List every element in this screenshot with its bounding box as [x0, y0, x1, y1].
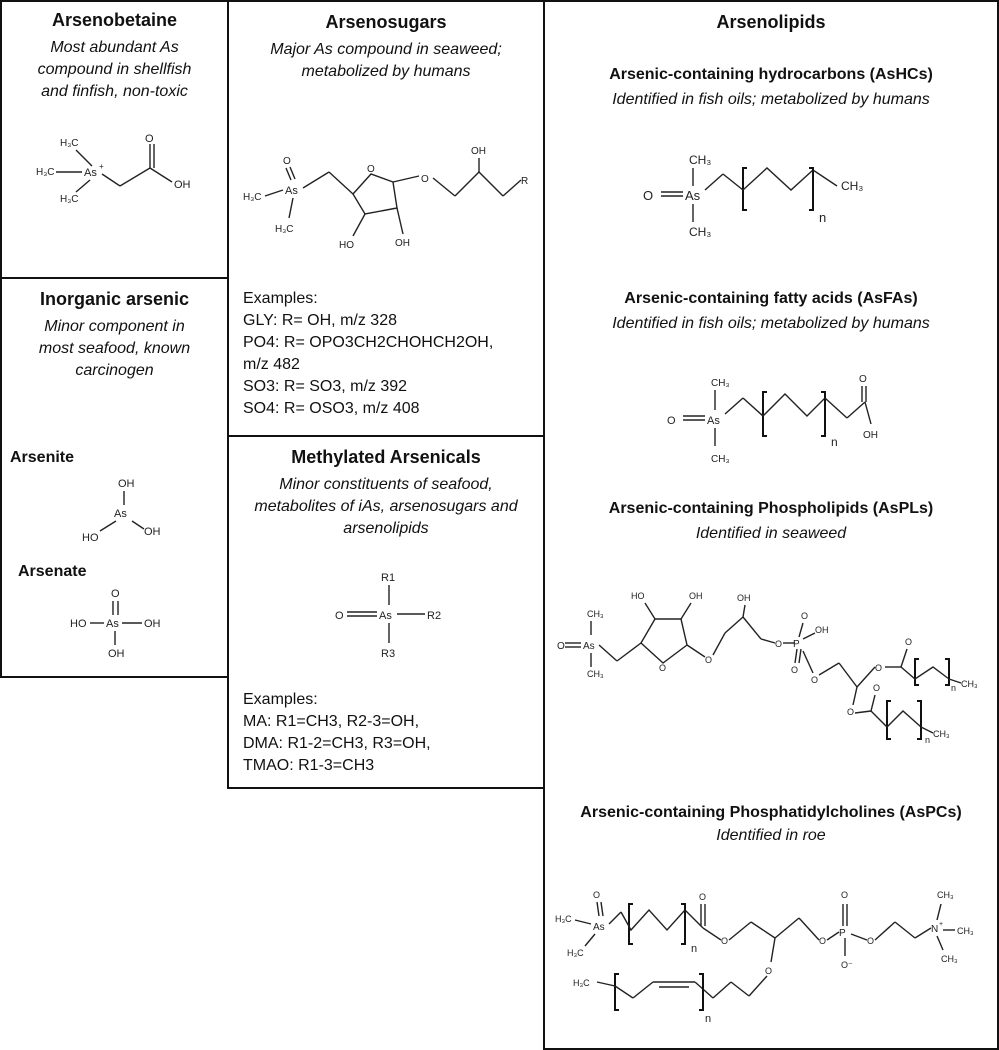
svg-text:+: + — [99, 162, 104, 171]
aspc-title: Arsenic-containing Phosphatidylcholines (AsPCs) — [580, 804, 962, 821]
svg-text:n: n — [951, 683, 957, 693]
inorganic-title: Inorganic arsenic — [39, 289, 190, 309]
arsenobetaine-description — [2, 37, 227, 103]
examples-label: Examples: — [243, 691, 318, 708]
desc-line: metabolized by humans — [301, 63, 471, 80]
svg-text:As: As — [707, 415, 720, 427]
svg-text:CH₃: CH₃ — [933, 729, 950, 739]
svg-text:R: R — [521, 176, 529, 187]
methylated-description — [229, 474, 543, 540]
svg-text:O: O — [593, 890, 601, 900]
arsenate-label: Arsenate — [18, 563, 87, 580]
svg-text:OH: OH — [815, 625, 829, 635]
svg-text:As: As — [593, 922, 605, 933]
aspl-title: Arsenic-containing Phospholipids (AsPLs) — [608, 500, 934, 517]
aspc-structure — [553, 874, 993, 1044]
svg-text:O: O — [557, 641, 565, 652]
inorganic-arsenic-panel — [0, 277, 229, 678]
svg-text:OH: OH — [395, 238, 410, 249]
svg-text:As: As — [106, 618, 119, 630]
svg-text:HO: HO — [339, 240, 354, 251]
svg-text:As: As — [285, 185, 298, 197]
examples-label: Examples: — [243, 290, 318, 307]
svg-text:As: As — [583, 641, 595, 652]
asfa-description: Identified in fish oils; metabolized by humans — [612, 315, 930, 332]
svg-text:H₃C: H₃C — [555, 914, 572, 924]
svg-text:O: O — [335, 610, 344, 622]
svg-text:O: O — [699, 892, 707, 902]
svg-text:OH: OH — [108, 648, 125, 660]
aspc-description: Identified in roe — [716, 827, 826, 844]
svg-text:OH: OH — [144, 526, 161, 538]
asfa-structure — [665, 372, 895, 472]
svg-text:CH₃: CH₃ — [689, 225, 712, 239]
desc-line: arsenolipids — [343, 520, 429, 537]
desc-line: most seafood, known — [38, 340, 191, 357]
svg-text:O: O — [873, 683, 881, 693]
svg-text:H₃C: H₃C — [36, 167, 55, 178]
svg-text:OH: OH — [174, 179, 191, 191]
methylated-arsenicals-panel — [227, 435, 545, 789]
svg-text:n: n — [925, 735, 931, 745]
arsenosugars-panel — [227, 0, 545, 437]
svg-text:O: O — [367, 164, 375, 175]
desc-line: Minor constituents of seafood, — [279, 476, 493, 493]
svg-text:CH₃: CH₃ — [711, 378, 730, 389]
svg-text:O: O — [859, 374, 867, 385]
svg-text:H₃C: H₃C — [567, 948, 584, 958]
svg-text:O: O — [721, 936, 729, 946]
svg-text:O: O — [905, 637, 913, 647]
svg-text:R3: R3 — [381, 648, 396, 660]
svg-text:As: As — [114, 508, 127, 520]
arsenosugars-title: Arsenosugars — [325, 12, 447, 32]
example-item: SO4: R= OSO3, m/z 408 — [243, 400, 420, 417]
svg-text:O: O — [111, 588, 120, 600]
svg-text:OH: OH — [737, 593, 751, 603]
svg-text:OH: OH — [863, 430, 878, 441]
arsenobetaine-title: Arsenobetaine — [51, 10, 178, 30]
svg-text:O: O — [791, 665, 799, 675]
example-item: GLY: R= OH, m/z 328 — [243, 312, 397, 329]
svg-text:CH₃: CH₃ — [587, 669, 604, 679]
svg-text:CH₃: CH₃ — [587, 609, 604, 619]
desc-line: carcinogen — [75, 362, 154, 379]
desc-line: Major As compound in seaweed; — [270, 41, 502, 58]
svg-text:OH: OH — [118, 478, 135, 490]
svg-text:O: O — [847, 707, 855, 717]
svg-text:H₃C: H₃C — [275, 224, 294, 235]
svg-text:As: As — [379, 610, 392, 622]
svg-text:CH₃: CH₃ — [961, 679, 978, 689]
desc-line: Most abundant As — [50, 39, 179, 56]
svg-text:O: O — [811, 675, 819, 685]
svg-text:CH₃: CH₃ — [957, 926, 974, 936]
svg-text:O: O — [867, 936, 875, 946]
svg-text:OH: OH — [471, 146, 486, 157]
svg-text:P: P — [839, 928, 846, 939]
svg-text:O: O — [705, 655, 713, 665]
arsenobetaine-structure — [32, 132, 202, 212]
svg-text:HO: HO — [70, 618, 87, 630]
svg-text:O: O — [841, 890, 849, 900]
svg-text:O: O — [659, 663, 667, 673]
example-item: DMA: R1-2=CH3, R3=OH, — [243, 735, 431, 752]
methylated-examples — [243, 689, 431, 777]
desc-line: Minor component in — [44, 318, 185, 335]
methylated-structure — [333, 567, 463, 667]
ashc-structure — [641, 150, 891, 250]
example-item: TMAO: R1-3=CH3 — [243, 757, 375, 774]
svg-text:As: As — [84, 167, 97, 179]
svg-text:CH₃: CH₃ — [711, 454, 730, 465]
svg-text:+: + — [939, 921, 944, 928]
example-item: m/z 482 — [243, 356, 300, 373]
svg-text:As: As — [685, 188, 701, 203]
svg-text:O: O — [875, 663, 883, 673]
svg-text:O: O — [819, 936, 827, 946]
svg-text:O: O — [801, 611, 809, 621]
ashc-description: Identified in fish oils; metabolized by humans — [612, 91, 930, 108]
svg-text:N: N — [931, 924, 939, 935]
example-item: MA: R1=CH3, R2-3=OH, — [243, 713, 420, 730]
svg-text:HO: HO — [82, 532, 99, 544]
svg-text:O: O — [283, 156, 291, 167]
arsenosugars-description — [229, 39, 543, 83]
svg-text:n: n — [819, 210, 827, 225]
asfa-title: Arsenic-containing fatty acids (AsFAs) — [624, 290, 918, 307]
arsenolipids-panel — [543, 0, 999, 868]
ashc-title: Arsenic-containing hydrocarbons (AsHCs) — [609, 66, 933, 83]
svg-text:H₃C: H₃C — [60, 194, 79, 205]
arsenosugar-structure — [241, 142, 541, 262]
svg-text:R1: R1 — [381, 572, 396, 584]
svg-text:O: O — [765, 966, 773, 976]
svg-text:OH: OH — [144, 618, 161, 630]
svg-text:CH₃: CH₃ — [689, 153, 712, 167]
desc-line: and finfish, non-toxic — [41, 83, 188, 100]
svg-text:H₃C: H₃C — [243, 192, 262, 203]
svg-text:H₃C: H₃C — [60, 138, 79, 149]
svg-text:P: P — [793, 639, 800, 650]
svg-text:H₃C: H₃C — [573, 978, 590, 988]
svg-text:O: O — [667, 415, 676, 427]
svg-text:CH₃: CH₃ — [937, 890, 954, 900]
svg-text:CH₃: CH₃ — [841, 179, 864, 193]
aspc-structure-box — [543, 866, 999, 1050]
svg-text:O: O — [145, 133, 154, 145]
arsenate-structure — [66, 585, 176, 665]
desc-line: compound in shellfish — [37, 61, 192, 78]
svg-text:n: n — [691, 943, 698, 955]
aspl-description: Identified in seaweed — [695, 525, 847, 542]
aspl-structure — [557, 587, 987, 757]
svg-text:OH: OH — [689, 591, 703, 601]
svg-text:n: n — [705, 1013, 712, 1025]
svg-text:O: O — [775, 639, 783, 649]
example-item: SO3: R= SO3, m/z 392 — [243, 378, 408, 395]
arsenobetaine-panel — [0, 0, 229, 279]
svg-text:CH₃: CH₃ — [941, 954, 958, 964]
desc-line: metabolites of iAs, arsenosugars and — [254, 498, 518, 515]
arsenite-label: Arsenite — [10, 449, 75, 466]
arsenolipids-title: Arsenolipids — [716, 12, 826, 32]
svg-text:R2: R2 — [427, 610, 442, 622]
svg-text:O: O — [643, 188, 654, 203]
arsenosugar-examples — [243, 288, 493, 420]
methylated-title: Methylated Arsenicals — [291, 447, 481, 467]
inorganic-description — [2, 316, 227, 382]
svg-text:n: n — [831, 435, 838, 449]
svg-text:HO: HO — [631, 591, 645, 601]
arsenite-structure — [80, 475, 170, 545]
svg-text:O⁻: O⁻ — [841, 960, 853, 970]
example-item: PO4: R= OPO3CH2CHOHCH2OH, — [243, 334, 494, 351]
svg-text:O: O — [421, 174, 429, 185]
